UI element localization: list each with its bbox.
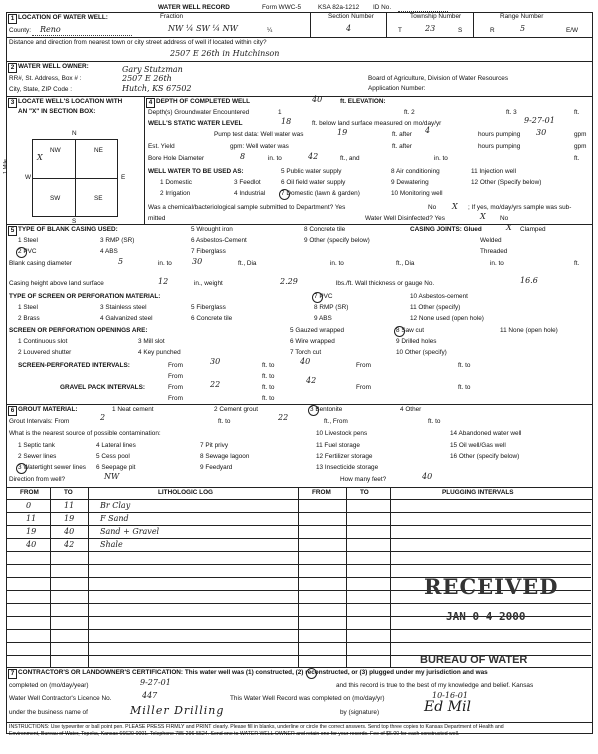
casing-in-to: in. to xyxy=(158,260,172,267)
static-level-value: 18 xyxy=(281,117,292,126)
screen-intervals-label: SCREEN-PERFORATED INTERVALS: xyxy=(18,362,130,369)
well-location-mark: X xyxy=(37,153,43,162)
casing-ft: ft. xyxy=(574,260,580,267)
section3-heading: LOCATE WELL'S LOCATION WITH xyxy=(18,98,123,105)
gp-from-label-2: From xyxy=(168,395,183,402)
opening-3: 3 Mill slot xyxy=(138,338,165,345)
casing-option-1: 1 Steel xyxy=(18,237,38,244)
county-value: Reno xyxy=(40,25,61,34)
section-number: 6 xyxy=(8,406,17,416)
se-quadrant: SE xyxy=(94,195,103,202)
yield-gpm-label: gpm: Well water was xyxy=(230,143,289,150)
signature: Ed Mil xyxy=(424,699,471,715)
log-to: 19 xyxy=(64,514,75,523)
west-label: W xyxy=(25,174,32,181)
log-description: Br Clay xyxy=(100,501,131,510)
groundwater-1: 1 xyxy=(278,109,282,116)
opening-11: 11 None (open hole) xyxy=(500,327,558,334)
contam-15: 15 Oil well/Gas well xyxy=(450,442,506,449)
pump-hours-value: 4 xyxy=(425,126,431,135)
lithologic-log-header: LITHOLOGIC LOG xyxy=(158,489,214,496)
contam-3: 3 Watertight sewer lines xyxy=(18,464,86,471)
grout-option-1: 1 Neat cement xyxy=(112,406,154,413)
casing-option-9: 9 Other (specify below) xyxy=(304,237,370,244)
bore-label: Bore Hole Diameter xyxy=(148,155,205,162)
opening-2: 2 Louvered shutter xyxy=(18,349,72,356)
grout-from-2: ft., From xyxy=(324,418,348,425)
contam-4: 4 Lateral lines xyxy=(96,442,136,449)
pump-test-label: Pump test data: Well water was xyxy=(214,131,304,138)
direction-value: NW xyxy=(104,472,120,481)
plug-from-header: FROM xyxy=(312,489,331,496)
direction-label: Direction from well? xyxy=(9,476,66,483)
business-value: Miller Drilling xyxy=(130,704,225,717)
instructions-line-1: INSTRUCTIONS: Use typewriter or ball point pen. PLEASE PRESS FIRMLY and PRINT clearly. Please fill in blanks, underline or circle the correct answers. Send top three copies to Kansas Department of Health and xyxy=(9,724,504,730)
opening-7: 7 Torch cut xyxy=(290,349,322,356)
gp-from-label: From xyxy=(168,384,183,391)
screen-material-3: 3 Stainless steel xyxy=(100,304,147,311)
plug-to-header: TO xyxy=(360,489,369,496)
section3-heading-2: AN "X" IN SECTION BOX: xyxy=(18,108,96,115)
county-label: County: xyxy=(9,27,32,34)
section-number: 2 xyxy=(8,63,17,73)
use-option-11: 11 Injection well xyxy=(471,168,516,175)
disinfected-mark: X xyxy=(480,212,486,221)
gp-ft-from: From xyxy=(356,384,371,391)
screen-material-6: 6 Concrete tile xyxy=(191,315,233,322)
casing-option-4: 4 ABS xyxy=(100,248,118,255)
east-label: E xyxy=(121,174,126,181)
contam-1: 1 Septic tank xyxy=(18,442,55,449)
application-label: Application Number: xyxy=(368,85,426,92)
contam-3-circle xyxy=(16,463,27,474)
mile-label: 1 Mile xyxy=(3,159,9,174)
static-level-date: 9-27-01 xyxy=(524,116,555,125)
record-date: 10-16-01 xyxy=(432,691,468,700)
use-label: WELL WATER TO BE USED AS: xyxy=(148,168,244,175)
screen-material-10: 10 Asbestos-cement xyxy=(410,293,468,300)
casing-joints-label: CASING JOINTS: Glued xyxy=(410,226,482,233)
plugging-intervals-header: PLUGGING INTERVALS xyxy=(442,489,514,496)
nw-quadrant: NW xyxy=(50,147,61,154)
constructed-circle xyxy=(306,668,317,679)
address-label: RR#, St. Address, Box # : xyxy=(9,75,82,82)
spi-ft-to: ft. to xyxy=(458,362,471,369)
log-to: 11 xyxy=(64,501,75,510)
contam-9: 9 Feedyard xyxy=(200,464,233,471)
opening-9: 9 Drilled holes xyxy=(396,338,437,345)
contam-11: 11 Fuel storage xyxy=(316,442,360,449)
gp-to-label-2: ft. to xyxy=(262,395,275,402)
chem-sample-label: Was a chemical/bacteriological sample submitted to Department? Yes xyxy=(148,204,346,211)
gp-to-value: 42 xyxy=(306,376,317,385)
section2-heading: WATER WELL OWNER: xyxy=(18,63,89,70)
casing-heading: TYPE OF BLANK CASING USED: xyxy=(18,226,118,233)
casing-height-label: Casing height above land surface xyxy=(9,280,104,287)
screen-material-7: 7 PVC xyxy=(314,293,333,300)
distance-label: Distance and direction from nearest town or city street address of well if located within city? xyxy=(9,39,267,46)
screen-material-12: 12 None used (open hole) xyxy=(410,315,484,322)
bore-and: ft., and xyxy=(340,155,360,162)
use-option-5: 5 Public water supply xyxy=(281,168,342,175)
casing-ft-dia: ft., Dia xyxy=(238,260,257,267)
spi-to-label-2: ft. to xyxy=(262,373,275,380)
contam-13: 13 Insecticide storage xyxy=(316,464,379,471)
log-to-header: TO xyxy=(64,489,73,496)
groundwater-label: Depth(s) Groundwater Encountered xyxy=(148,109,250,116)
use-7-circle xyxy=(279,189,290,200)
yield-label: Est. Yield xyxy=(148,143,175,150)
bureau-stamp: BUREAU OF WATER xyxy=(420,654,528,666)
board-label: Board of Agriculture, Division of Water Resources xyxy=(368,75,509,82)
licence-value: 447 xyxy=(142,691,158,700)
casing-option-5: 5 Wrought iron xyxy=(191,226,233,233)
gp-to-label: ft. to xyxy=(262,384,275,391)
log-to: 40 xyxy=(64,527,75,536)
opening-5: 5 Gauzed wrapped xyxy=(290,327,345,334)
certification-line-2: and this record is true to the best of my knowledge and belief. Kansas xyxy=(336,682,534,689)
spi-from-label-2: From xyxy=(168,373,183,380)
screen-material-1: 1 Steel xyxy=(18,304,38,311)
gpm-unit: gpm xyxy=(574,131,587,138)
chem-no-label: No xyxy=(428,204,437,211)
spi-from-label: From xyxy=(168,362,183,369)
clamped-label: Clamped xyxy=(520,226,546,233)
bore-depth-value: 42 xyxy=(308,152,319,161)
south-label: S xyxy=(72,218,77,225)
casing-in-to-2: in. to xyxy=(330,260,344,267)
gauge-value: 16.6 xyxy=(520,276,538,285)
address-value: 2507 E 26th in Hutchinson xyxy=(170,49,280,58)
openings-heading: SCREEN OR PERFORATION OPENINGS ARE: xyxy=(9,327,148,334)
grout-to-label: ft. to xyxy=(218,418,231,425)
contam-16: 16 Other (specify below) xyxy=(450,453,520,460)
disinfected-label: Water Well Disinfected? Yes xyxy=(365,215,445,222)
township-t-label: T xyxy=(398,27,402,34)
city-value: Hutch, KS 67502 xyxy=(122,84,192,93)
form-frame xyxy=(3,12,593,734)
casing-option-7: 7 Fiberglass xyxy=(191,248,226,255)
casing-ft-dia-2: ft., Dia xyxy=(396,260,415,267)
section-number: 1 xyxy=(8,14,17,24)
owner-address-value: 2507 E 26th xyxy=(122,74,172,83)
weight-value: 2.29 xyxy=(280,277,298,286)
wall-thickness-label: lbs./ft. Wall thickness or gauge No. xyxy=(336,280,435,287)
completed-date: 9-27-01 xyxy=(140,678,171,687)
casing-in-to-3: in. to xyxy=(490,260,504,267)
screen-material-8: 8 RMP (SR) xyxy=(314,304,349,311)
spi-to-value: 40 xyxy=(300,357,311,366)
bore-ft: ft. xyxy=(574,155,580,162)
hours-pumping-label: hours pumping xyxy=(478,131,521,138)
pumping-gpm-value: 30 xyxy=(536,128,547,137)
received-stamp: RECEIVED xyxy=(424,574,559,599)
opening-10: 10 Other (specify) xyxy=(396,349,447,356)
form-number: Form WWC-5 xyxy=(262,4,302,11)
range-r-label: R xyxy=(490,27,495,34)
sw-quadrant: SW xyxy=(50,195,61,202)
bore-diameter-value: 8 xyxy=(240,152,246,161)
grout-heading: GROUT MATERIAL: xyxy=(18,406,78,413)
chem-no-mark: X xyxy=(452,202,458,211)
north-label: N xyxy=(72,130,77,137)
use-option-9: 9 Dewatering xyxy=(391,179,429,186)
log-description: Sand + Gravel xyxy=(100,527,160,536)
gp-ft-to: ft. to xyxy=(458,384,471,391)
contam-7: 7 Pit privy xyxy=(200,442,229,449)
section-number-label: Section Number xyxy=(328,13,374,20)
screen-material-9: 9 ABS xyxy=(314,315,332,322)
grout-to-2: ft. to xyxy=(428,418,441,425)
township-value: 23 xyxy=(425,24,436,33)
log-to: 42 xyxy=(64,540,75,549)
depth-label: DEPTH OF COMPLETED WELL xyxy=(156,98,251,105)
section1-heading: LOCATION OF WATER WELL: xyxy=(18,14,108,21)
opening-1: 1 Continuous slot xyxy=(18,338,68,345)
log-description: F Sand xyxy=(100,514,129,523)
casing-depth-value: 30 xyxy=(192,257,203,266)
pump-test-value: 19 xyxy=(337,128,348,137)
opening-6: 6 Wire wrapped xyxy=(290,338,335,345)
opening-8: 8 Saw cut xyxy=(396,327,425,334)
use-option-1: 1 Domestic xyxy=(160,179,192,186)
casing-option-6: 6 Asbestos-Cement xyxy=(191,237,247,244)
static-level-label: WELL'S STATIC WATER LEVEL xyxy=(148,120,243,127)
depth-value: 40 xyxy=(312,95,323,104)
screen-material-11: 11 Other (specify) xyxy=(410,304,461,311)
spi-to-label: ft. to xyxy=(262,362,275,369)
grout-option-3: 3 Bentonite xyxy=(310,406,343,413)
casing-diameter-value: 5 xyxy=(118,257,124,266)
casing-option-2: 2 PVC xyxy=(18,248,37,255)
township-label: Township Number xyxy=(410,13,462,20)
casing-height-value: 12 xyxy=(158,277,169,286)
elevation-label: ft. ELEVATION: xyxy=(340,98,386,105)
yield-after-label: ft. after xyxy=(392,143,412,150)
threaded-label: Threaded xyxy=(480,248,508,255)
contam-6: 6 Seepage pit xyxy=(96,464,136,471)
range-value: 5 xyxy=(520,24,526,33)
screen-material-5: 5 Fiberglass xyxy=(191,304,226,311)
glued-mark: X xyxy=(506,223,512,232)
fraction-label: Fraction xyxy=(160,13,184,20)
use-option-6: 6 Oil field water supply xyxy=(281,179,346,186)
contam-2: 2 Sewer lines xyxy=(18,453,57,460)
township-s-label: S xyxy=(458,27,463,34)
quarter-mark: ¼ xyxy=(267,27,273,34)
casing-option-3: 3 RMP (SR) xyxy=(100,237,135,244)
yield-hours-label: hours pumping xyxy=(478,143,521,150)
signature-label: by (signature) xyxy=(340,709,380,716)
screen-material-heading: TYPE OF SCREEN OR PERFORATION MATERIAL: xyxy=(9,293,161,300)
ne-quadrant: NE xyxy=(94,147,103,154)
form-title: WATER WELL RECORD xyxy=(158,4,230,11)
log-from-header: FROM xyxy=(20,489,39,496)
use-option-3: 3 Feedlot xyxy=(234,179,261,186)
completed-label: completed on (mo/day/year) xyxy=(9,682,89,689)
bore-in-to: in. to xyxy=(268,155,282,162)
screen-material-4: 4 Galvanized steel xyxy=(100,315,153,322)
use-option-10: 10 Monitoring well xyxy=(391,190,443,197)
grout-option-2: 2 Cement grout xyxy=(214,406,259,413)
log-description: Shale xyxy=(100,540,123,549)
grout-option-4: 4 Other xyxy=(400,406,422,413)
business-label: under the business name of xyxy=(9,709,88,716)
static-level-suffix: ft. below land surface measured on mo/day/yr xyxy=(312,120,442,127)
use-option-2: 2 Irrigation xyxy=(160,190,191,197)
grout-intervals-label: Grout Intervals: From xyxy=(9,418,70,425)
spi-from-value: 30 xyxy=(210,357,221,366)
instructions-line-2: Environment, Bureau of Water, Topeka, Kansas 66620-0001. Telephone 785-296-5524. Send one to WATER WELL OWNER and retain one for your records. Fee of $5.00 for each constructed well. xyxy=(9,731,460,737)
fraction-value: NW ¼ SW ¼ NW xyxy=(168,24,238,33)
spi-ft-from: From xyxy=(356,362,371,369)
id-label: ID No. xyxy=(373,4,392,11)
section-number: 7 xyxy=(8,669,17,679)
grout-3-circle xyxy=(308,405,319,416)
range-label: Range Number xyxy=(500,13,544,20)
section-number: 3 xyxy=(8,98,17,108)
pump-after-label: ft. after xyxy=(392,131,412,138)
opening-4: 4 Key punched xyxy=(138,349,181,356)
gp-from-value: 22 xyxy=(210,380,221,389)
contam-5: 5 Cess pool xyxy=(96,453,130,460)
ksa-reference: KSA 82a-1212 xyxy=(318,4,360,11)
grout-from-value: 2 xyxy=(100,413,106,422)
ft-unit: ft. xyxy=(574,109,580,116)
log-from: 19 xyxy=(26,527,37,536)
groundwater-3: ft. 3 xyxy=(506,109,517,116)
received-date-stamp: JAN 0 4 2000 xyxy=(446,610,526,623)
record-completed-label: This Water Well Record was completed on (mo/day/yr) xyxy=(230,695,385,702)
section-number: 5 xyxy=(8,226,17,236)
use-option-7: 7 Domestic (lawn & garden) xyxy=(281,190,360,197)
how-many-feet-value: 40 xyxy=(422,472,433,481)
section-number: 4 xyxy=(146,98,155,108)
owner-value: Gary Stutzman xyxy=(122,65,183,74)
use-option-8: 8 Air conditioning xyxy=(391,168,440,175)
gravel-pack-label: GRAVEL PACK INTERVALS: xyxy=(60,384,145,391)
bore-in-to-2: in. to xyxy=(434,155,448,162)
use-option-4: 4 Industrial xyxy=(234,190,266,197)
screen-material-2: 2 Brass xyxy=(18,315,40,322)
use-option-12: 12 Other (Specify below) xyxy=(471,179,542,186)
log-from: 40 xyxy=(26,540,37,549)
disinfected-no: No xyxy=(500,215,509,222)
log-from: 0 xyxy=(26,501,32,510)
certification-line-1: CONTRACTOR'S OR LANDOWNER'S CERTIFICATION: This water well was (1) constructed, (2) reconstructed, or (3) plugged under my jurisdiction and was xyxy=(18,669,488,676)
how-many-feet-label: How many feet? xyxy=(340,476,387,483)
opening-8-circle xyxy=(394,326,405,337)
grout-to-value: 22 xyxy=(278,413,289,422)
contam-8: 8 Sewage lagoon xyxy=(200,453,250,460)
weight-label: in., weight xyxy=(194,280,223,287)
screen-7-circle xyxy=(312,292,323,303)
mitted-label: mitted xyxy=(148,215,166,222)
contam-10: 10 Livestock pens xyxy=(316,430,368,437)
casing-2-circle xyxy=(16,247,27,258)
contam-14: 14 Abandoned water well xyxy=(450,430,522,437)
yield-gpm-unit: gpm xyxy=(574,143,587,150)
city-label: City, State, ZIP Code : xyxy=(9,86,72,93)
range-ew-label: E/W xyxy=(566,27,579,34)
groundwater-2: ft. 2 xyxy=(404,109,415,116)
contam-12: 12 Fertilizer storage xyxy=(316,453,373,460)
welded-label: Welded xyxy=(480,237,502,244)
casing-option-8: 8 Concrete tile xyxy=(304,226,346,233)
chem-sample-rest: ; If yes, mo/day/yrs sample was sub- xyxy=(468,204,572,211)
licence-label: Water Well Contractor's Licence No. xyxy=(9,695,112,702)
section-value: 4 xyxy=(346,24,352,33)
casing-diameter-label: Blank casing diameter xyxy=(9,260,72,267)
contamination-label: What is the nearest source of possible contamination: xyxy=(9,430,161,437)
log-from: 11 xyxy=(26,514,37,523)
